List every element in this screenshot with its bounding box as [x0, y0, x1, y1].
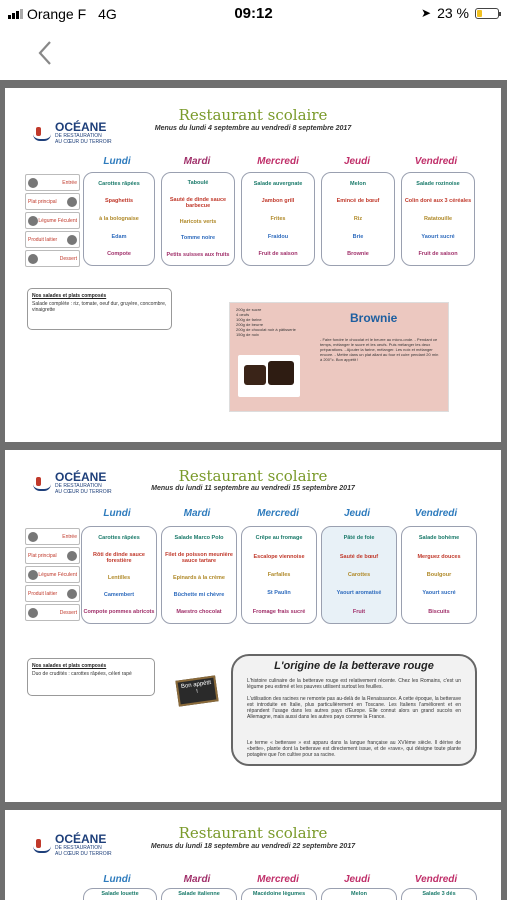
page-title: Restaurant scolaire: [178, 824, 328, 842]
category-legend: Entrée Plat principal Légume Féculent Produit laitier Dessert: [25, 174, 80, 269]
menu-column-vendredi: Salade bohème Merguez douces Boulgour Yaourt sucré Biscuits: [401, 526, 477, 624]
chef-icon: [67, 589, 77, 599]
menu-column-jeudi: Melon: [321, 888, 397, 900]
chef-icon: [28, 532, 38, 542]
battery-icon: [475, 8, 499, 19]
menu-column-vendredi: Salade rozinoise Colin doré aux 3 céréales Ratatouille Yaourt sucré Fruit de saison: [401, 172, 475, 266]
day-mardi: Mardi: [183, 874, 211, 885]
chef-icon: [28, 570, 38, 580]
beetroot-article: L'origine de la betterave rouge L'histoire culinaire de la betterave rouge est relativement récente. Chez les Romains, c'est un légume peu estimé et les pauvres utilisent surtout les feuilles. L'utilisation des racines ne remonte pas au-delà de la Renaissance. A cette époque, la betterave est introduite en Italie, plus particulièrement en Toscane. Les Italiens l'améliorent et en répandent l'usage dans les autres pays d'Europe. Elle connut alors un grand succès en Allemagne, mais aussi dans les autres pays comme la France. Le terme « betterave » est apparu dans la langue française au XVIème siècle. Il dérive de «bette», plante dont la betterave est directement issue, et de «rave», qui désigne toute plante potagère que l'on cultive pour sa racine.: [231, 654, 477, 766]
chef-icon: [28, 178, 38, 188]
menu-column-lundi: Salade louette: [83, 888, 157, 900]
salads-box: Nos salades et plats composés Salade complète : riz, tomate, oeuf dur, gruyère, concombre, vinaigrette: [27, 288, 172, 330]
page-subtitle: Menus du lundi 18 septembre au vendredi 22 septembre 2017: [150, 843, 356, 850]
menu-column-mardi: Taboulé Sauté de dinde sauce barbecue Haricots verts Tomme noire Petits suisses aux fruits: [161, 172, 235, 266]
day-lundi: Lundi: [103, 508, 131, 519]
location-icon: ➤: [421, 6, 432, 20]
carrier-label: Orange F: [27, 6, 87, 22]
chef-icon: [28, 608, 38, 618]
page-subtitle: Menus du lundi 4 septembre au vendredi 8 septembre 2017: [154, 125, 352, 132]
menu-column-mercredi: Crêpe au fromage Escalope viennoise Farfalles St Paulin Fromage frais sucré: [241, 526, 317, 624]
day-mercredi: Mercredi: [257, 508, 299, 519]
chef-icon: [28, 216, 38, 226]
day-lundi: Lundi: [103, 874, 131, 885]
chef-icon: [67, 551, 77, 561]
menu-page-1: [5, 88, 501, 442]
day-lundi: Lundi: [103, 156, 131, 167]
menu-column-jeudi: Pâté de foie Sauté de bœuf Carottes Yaourt aromatisé Fruit: [321, 526, 397, 624]
chef-icon: [67, 197, 77, 207]
menu-column-lundi: Carottes râpées Spaghettis à la bolognaise Edam Compote: [83, 172, 155, 266]
brownie-recipe: 200g de sucre 4 oeufs 100g de farine 200g de beurre 200g de chocolat noir à pâtisserie 150g de noix Brownie - Faire fondre le chocolat et le beurre au micro-onde. - Pendant ce temps, mélanger le sucre et les oeufs. Puis mélanger les deux préparations. - Ajouter la farine, mélanger. Les noix et mélanger encore. - Mettre dans un plat allant au four et cuire pendant 20 min à 200°c. Bon appétit !: [229, 302, 449, 412]
clock: 09:12: [234, 5, 273, 22]
day-vendredi: Vendredi: [414, 874, 458, 885]
day-mardi: Mardi: [183, 508, 211, 519]
back-chevron-icon[interactable]: [34, 38, 56, 68]
menu-page-3: [5, 810, 501, 900]
chef-icon: [28, 254, 38, 264]
oceane-logo: OCÉANE DE RESTAURATION AU CŒUR DU TERROIR: [33, 122, 112, 145]
day-vendredi: Vendredi: [414, 156, 458, 167]
menu-column-mercredi: Salade auvergnate Jambon grill Frites Fraidou Fruit de saison: [241, 172, 315, 266]
menu-column-mercredi: Macédoine lègumes: [241, 888, 317, 900]
network-label: 4G: [98, 6, 117, 22]
salads-box: Nos salades et plats composés Duo de crudités : carottes râpées, céleri rapé: [27, 658, 155, 696]
chef-icon: [67, 235, 77, 245]
menu-column-jeudi: Melon Emincé de bœuf Riz Brie Brownie: [321, 172, 395, 266]
day-vendredi: Vendredi: [414, 508, 458, 519]
menu-column-vendredi: Salade 3 dés: [401, 888, 477, 900]
menu-column-mardi: Salade italienne: [161, 888, 237, 900]
day-jeudi: Jeudi: [343, 874, 371, 885]
day-mercredi: Mercredi: [257, 874, 299, 885]
menu-column-mardi: Salade Marco Polo Filet de poisson meunière sauce tartare Epinards à la crème Bûchette mi chèvre Maestro chocolat: [161, 526, 237, 624]
day-jeudi: Jeudi: [343, 156, 371, 167]
status-bar: [0, 0, 507, 28]
oceane-logo: OCÉANE DE RESTAURATION AU CŒUR DU TERROIR: [33, 472, 112, 495]
document-viewer[interactable]: [0, 80, 507, 900]
page-subtitle: Menus du lundi 11 septembre au vendredi 15 septembre 2017: [151, 485, 355, 492]
page-title: Restaurant scolaire: [178, 467, 328, 485]
menu-page-2: [5, 450, 501, 802]
bon-appetit-board: Bon appétit !: [175, 675, 218, 706]
page-title: Restaurant scolaire: [178, 106, 328, 124]
battery-label: 23 %: [437, 5, 469, 21]
day-mardi: Mardi: [183, 156, 211, 167]
day-jeudi: Jeudi: [343, 508, 371, 519]
brownie-photo: [238, 355, 300, 397]
category-legend: Entrée Plat principal Légume Féculent Produit laitier Dessert: [25, 528, 80, 623]
oceane-logo: OCÉANE DE RESTAURATION AU CŒUR DU TERROIR: [33, 834, 112, 857]
nav-bar: [0, 28, 507, 80]
menu-column-lundi: Carottes râpées Rôti de dinde sauce forestière Lentilles Camembert Compote pommes abricots: [81, 526, 157, 624]
day-mercredi: Mercredi: [257, 156, 299, 167]
